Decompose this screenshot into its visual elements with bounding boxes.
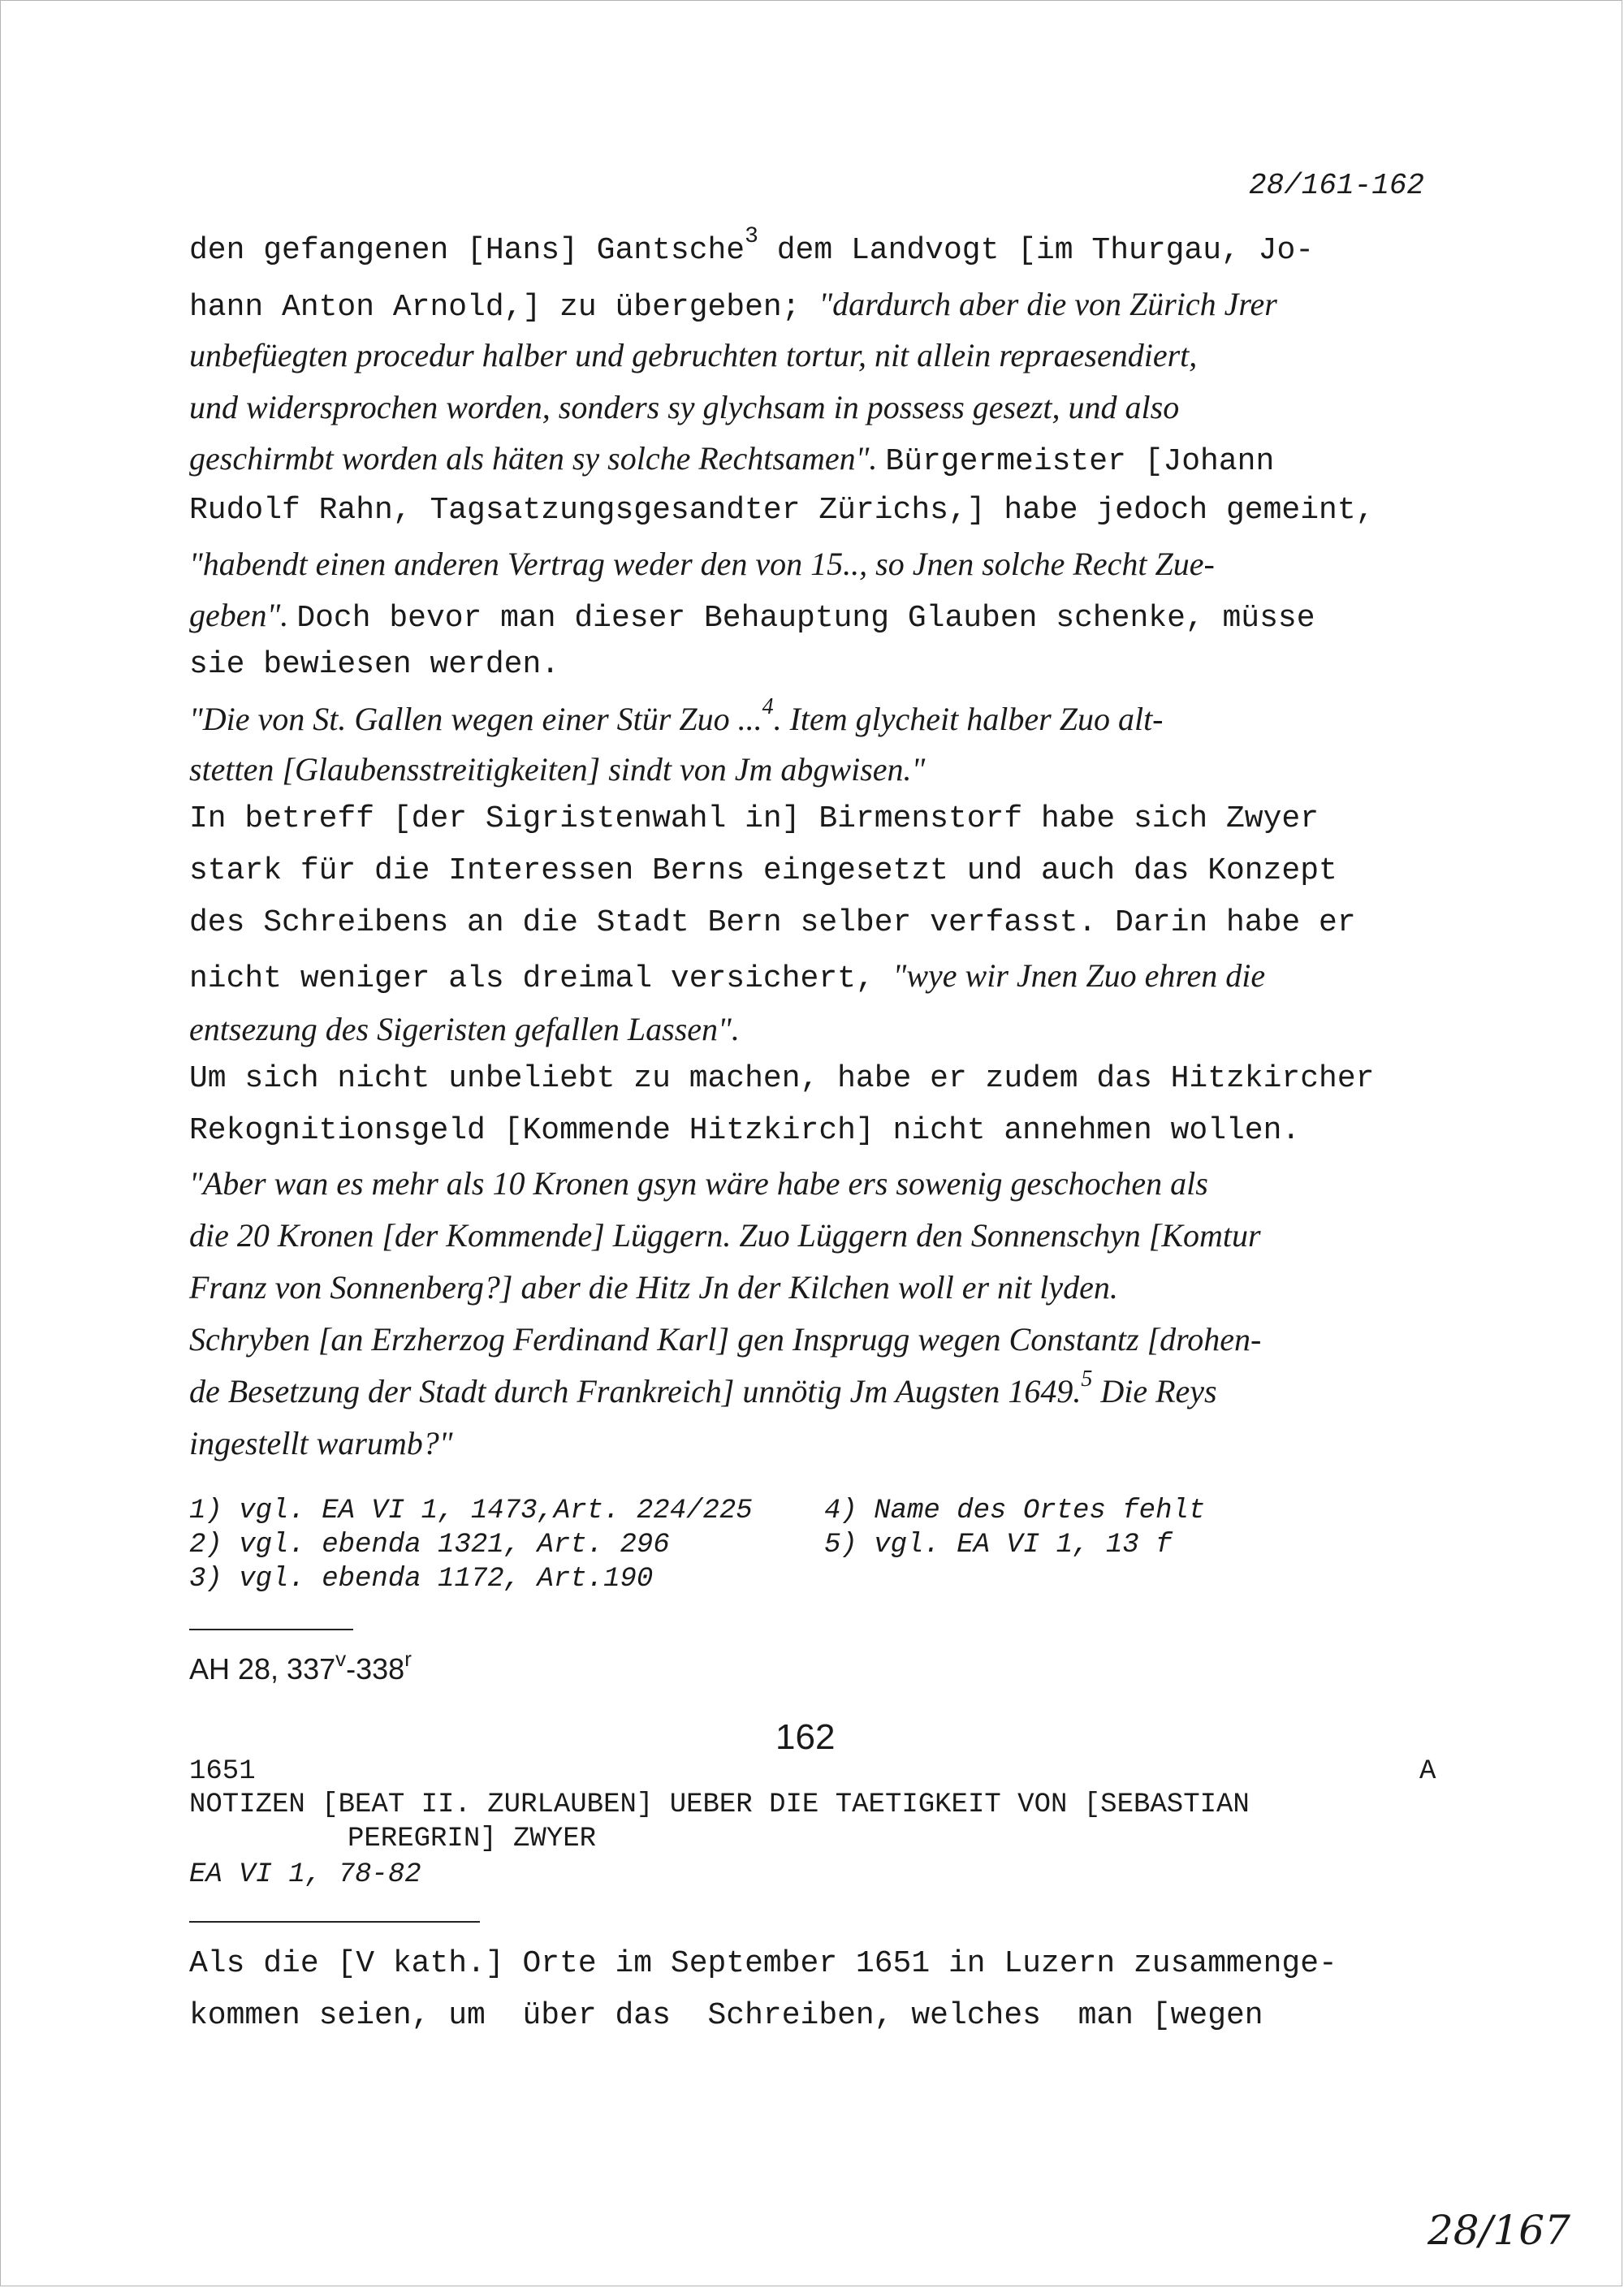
entry-number: 162 [775, 1717, 836, 1757]
text-line-17: Um sich nicht unbeliebt zu machen, habe er zudem das Hitzkircher [189, 1061, 1375, 1096]
text-line-24: ingestellt warumb?" [189, 1425, 453, 1461]
text-line-21: Franz von Sonnenberg?] aber die Hitz Jn der Kilchen woll er nit lyden. [189, 1269, 1118, 1306]
section2-line-2: kommen seien, um über das Schreiben, welches man [wegen [189, 1998, 1263, 2033]
text-line-13: stark für die Interessen Berns eingesetzt und auch das Konzept [189, 853, 1337, 888]
text-line-5: geschirmbt worden als häten sy solche Rechtsamen". Bürgermeister [Johann [189, 440, 1275, 479]
text-line-23: de Besetzung der Stadt durch Frankreich] unnötig Jm Augsten 1649.$^5$ Die Reys [189, 1366, 1217, 1409]
entry-title-line-2: PEREGRIN] ZWYER [348, 1824, 597, 1854]
footnote-3: 3) vgl. ebenda 1172, Art.190 [189, 1564, 654, 1595]
source-separator [189, 1629, 353, 1630]
entry-title-line-1: NOTIZEN [BEAT II. ZURLAUBEN] UEBER DIE TAETIGKEIT VON [SEBASTIAN [189, 1789, 1250, 1820]
text-line-10: "Die von St. Gallen wegen einer Stür Zuo ...$^4$. Item glycheit halber Zuo alt- [189, 694, 1164, 737]
text-line-16: entsezung des Sigeristen gefallen Lassen". [189, 1011, 740, 1047]
text-line-8: geben". Doch bevor man dieser Behauptung Glauben schenke, müsse [189, 597, 1315, 636]
source-reference: AH 28, 337$^v$-338$^r$ [189, 1647, 412, 1686]
entry-letter: A [1419, 1756, 1436, 1787]
entry-year: 1651 [189, 1756, 256, 1787]
text-line-18: Rekognitionsgeld [Kommende Hitzkirch] nicht annehmen wollen. [189, 1113, 1301, 1148]
footnote-5: 5) vgl. EA VI 1, 13 f [824, 1530, 1173, 1561]
text-line-19: "Aber wan es mehr als 10 Kronen gsyn wäre habe ers sowenig geschochen als [189, 1165, 1208, 1202]
entry-separator [189, 1921, 480, 1923]
text-line-22: Schryben [an Erzherzog Ferdinand Karl] gen Insprugg wegen Constantz [drohen- [189, 1321, 1262, 1358]
text-line-6: Rudolf Rahn, Tagsatzungsgesandter Zürichs,] habe jedoch gemeint, [189, 493, 1375, 528]
text-line-15: nicht weniger als dreimal versichert, "wye wir Jnen Zuo ehren die [189, 957, 1266, 996]
entry-source-ref: EA VI 1, 78-82 [189, 1859, 421, 1890]
text-line-7: "habendt einen anderen Vertrag weder den von 15.., so Jnen solche Recht Zue- [189, 546, 1215, 582]
footnote-2: 2) vgl. ebenda 1321, Art. 296 [189, 1530, 670, 1561]
text-line-2: hann Anton Arnold,] zu übergeben; "dardurch aber die von Zürich Jrer [189, 286, 1277, 325]
text-line-3: unbefüegten procedur halber und gebruchten tortur, nit allein repraesendiert, [189, 337, 1198, 373]
footnote-4: 4) Name des Ortes fehlt [824, 1496, 1206, 1526]
text-line-20: die 20 Kronen [der Kommende] Lüggern. Zuo Lüggern den Sonnenschyn [Komtur [189, 1217, 1261, 1254]
page-reference: 28/161-162 [1249, 169, 1425, 202]
section2-line-1: Als die [V kath.] Orte im September 1651 in Luzern zusammenge- [189, 1946, 1337, 1981]
text-line-1: den gefangenen [Hans] Gantsche$^3$ dem Landvogt [im Thurgau, Jo- [189, 224, 1315, 268]
text-line-14: des Schreibens an die Stadt Bern selber verfasst. Darin habe er [189, 905, 1356, 940]
text-line-11: stetten [Glaubensstreitigkeiten] sindt von Jm abgwisen." [189, 751, 926, 788]
footnote-1: 1) vgl. EA VI 1, 1473,Art. 224/225 [189, 1496, 753, 1526]
text-line-9: sie bewiesen werden. [189, 647, 560, 682]
handwritten-page-number: 28/167 [1427, 2207, 1570, 2254]
text-line-12: In betreff [der Sigristenwahl in] Birmenstorf habe sich Zwyer [189, 801, 1320, 836]
text-line-4: und widersprochen worden, sonders sy glychsam in possess gesezt, und also [189, 389, 1180, 425]
